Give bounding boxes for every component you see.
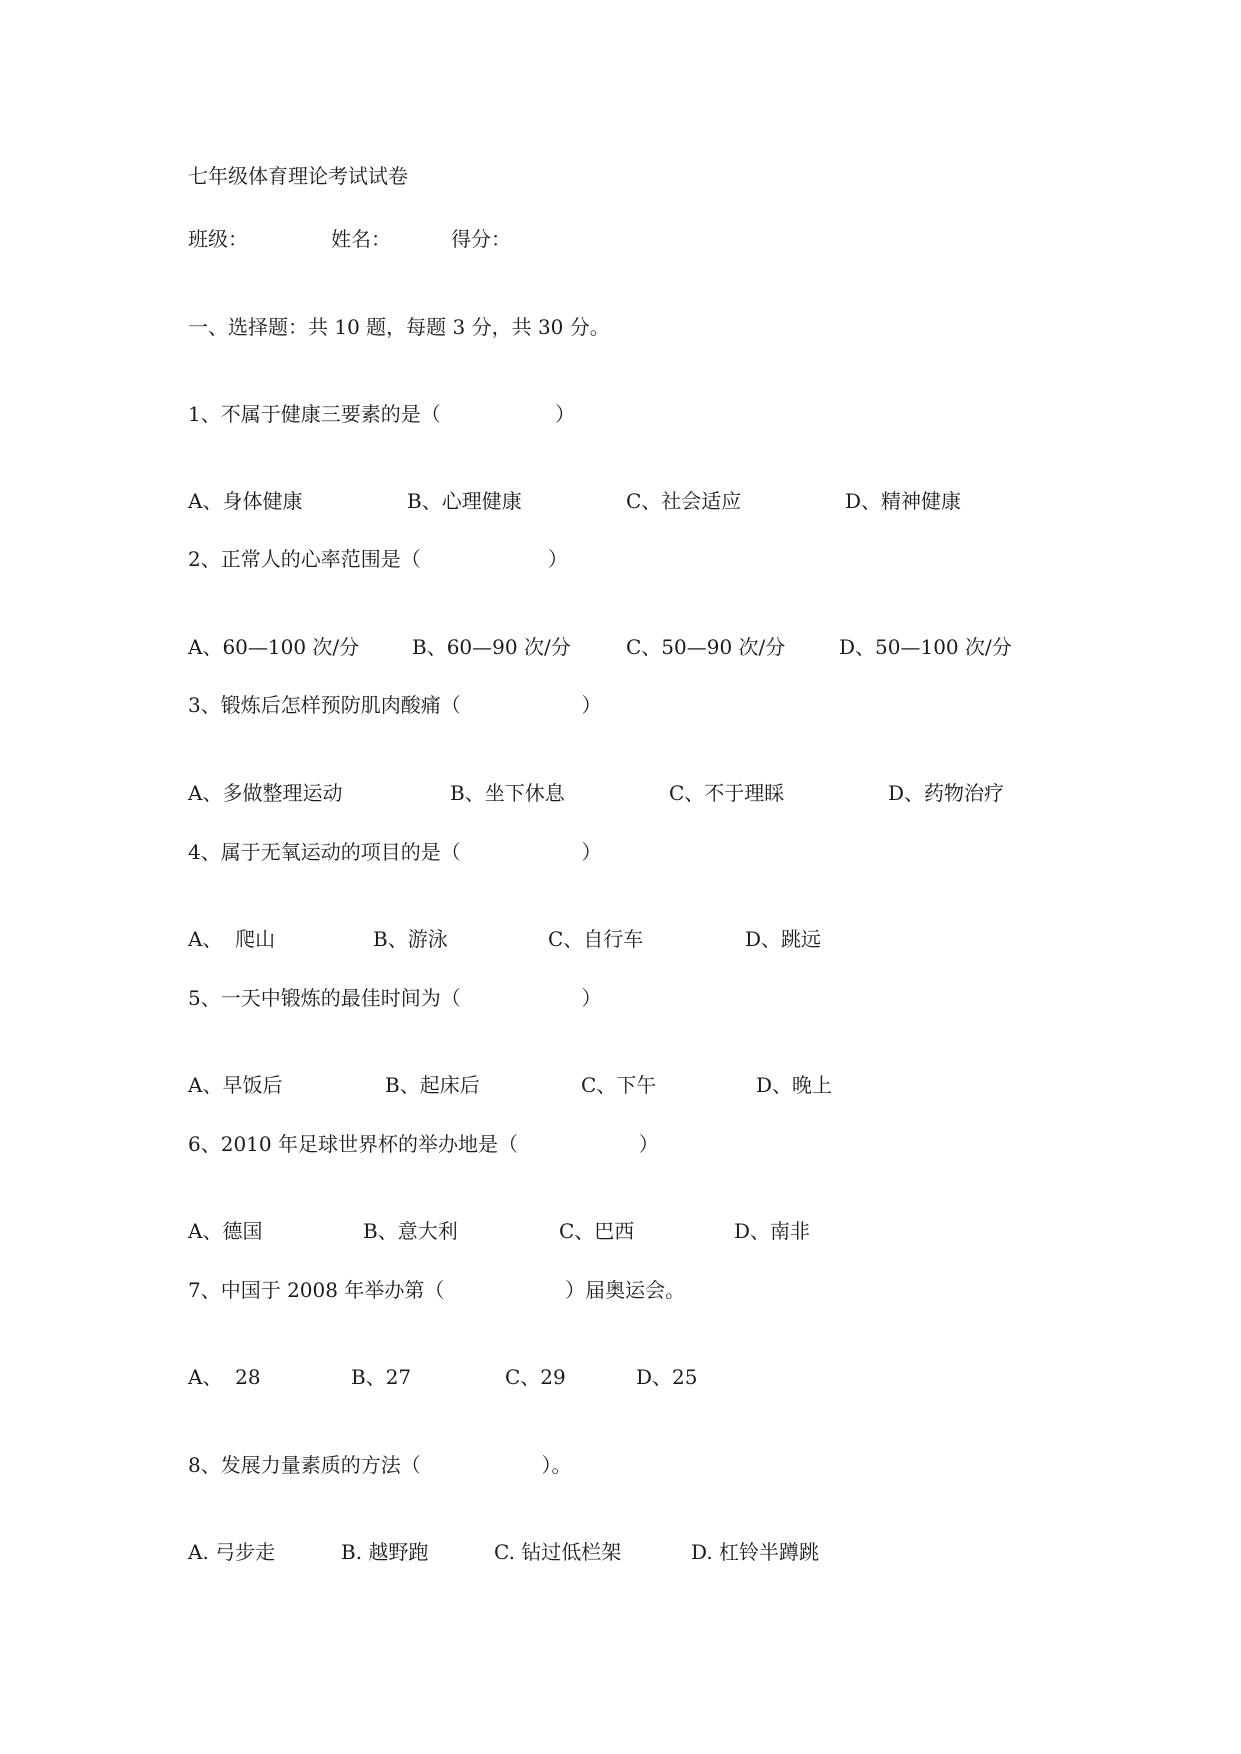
question-1: 1、不属于健康三要素的是（ ） <box>188 402 576 426</box>
question-1-options <box>188 491 1088 513</box>
option-b: B、起床后 <box>385 1073 480 1097</box>
option-c: C、29 <box>505 1365 566 1389</box>
header-fields <box>188 229 1088 251</box>
question-4: 4、属于无氧运动的项目的是（ ） <box>188 840 602 864</box>
class-field-label: 班级： <box>188 227 248 251</box>
option-d: D、精神健康 <box>845 489 962 513</box>
question-3: 3、锻炼后怎样预防肌肉酸痛（ ） <box>188 693 602 717</box>
option-c: C. 钻过低栏架 <box>494 1540 622 1564</box>
option-a: A、德国 <box>188 1219 263 1243</box>
option-d: D. 杠铃半蹲跳 <box>691 1540 820 1564</box>
option-a: A、多做整理运动 <box>188 781 343 805</box>
question-2-options <box>188 637 1088 659</box>
option-c: C、50—90 次/分 <box>626 635 786 659</box>
section-heading: 一、选择题：共 10 题，每题 3 分，共 30 分。 <box>188 315 610 339</box>
option-b: B. 越野跑 <box>341 1540 429 1564</box>
option-d: D、跳远 <box>745 927 822 951</box>
question-2: 2、正常人的心率范围是（ ） <box>188 547 568 571</box>
option-c: C、社会适应 <box>626 489 742 513</box>
name-field-label: 姓名： <box>331 227 391 251</box>
question-3-options <box>188 783 1088 805</box>
question-6-options <box>188 1221 1088 1243</box>
option-c: C、巴西 <box>559 1219 635 1243</box>
score-field-label: 得分： <box>451 227 511 251</box>
option-b: B、游泳 <box>373 927 448 951</box>
question-5: 5、一天中锻炼的最佳时间为（ ） <box>188 986 602 1010</box>
option-a: A、60—100 次/分 <box>188 635 360 659</box>
option-b: B、心理健康 <box>407 489 522 513</box>
question-7-options <box>188 1367 1088 1389</box>
question-5-options <box>188 1075 1088 1097</box>
option-a: A、 爬山 <box>188 927 276 951</box>
option-d: D、药物治疗 <box>888 781 1005 805</box>
question-8: 8、发展力量素质的方法（ ）。 <box>188 1453 572 1477</box>
option-b: B、60—90 次/分 <box>412 635 571 659</box>
question-6: 6、2010 年足球世界杯的举办地是（ ） <box>188 1132 659 1156</box>
question-8-options <box>188 1542 1088 1564</box>
option-a: A、身体健康 <box>188 489 303 513</box>
option-d: D、25 <box>636 1365 698 1389</box>
option-d: D、晚上 <box>756 1073 833 1097</box>
option-b: B、27 <box>351 1365 412 1389</box>
option-d: D、50—100 次/分 <box>839 635 1012 659</box>
option-c: C、自行车 <box>548 927 644 951</box>
option-c: C、不于理睬 <box>669 781 785 805</box>
option-a: A. 弓步走 <box>188 1540 276 1564</box>
option-a: A、 28 <box>188 1365 261 1389</box>
option-c: C、下午 <box>581 1073 657 1097</box>
option-b: B、坐下休息 <box>450 781 565 805</box>
question-7: 7、中国于 2008 年举办第（ ）届奥运会。 <box>188 1278 686 1302</box>
question-4-options <box>188 929 1088 951</box>
page-title: 七年级体育理论考试试卷 <box>188 164 408 188</box>
option-d: D、南非 <box>734 1219 811 1243</box>
option-b: B、意大利 <box>363 1219 458 1243</box>
option-a: A、早饭后 <box>188 1073 283 1097</box>
